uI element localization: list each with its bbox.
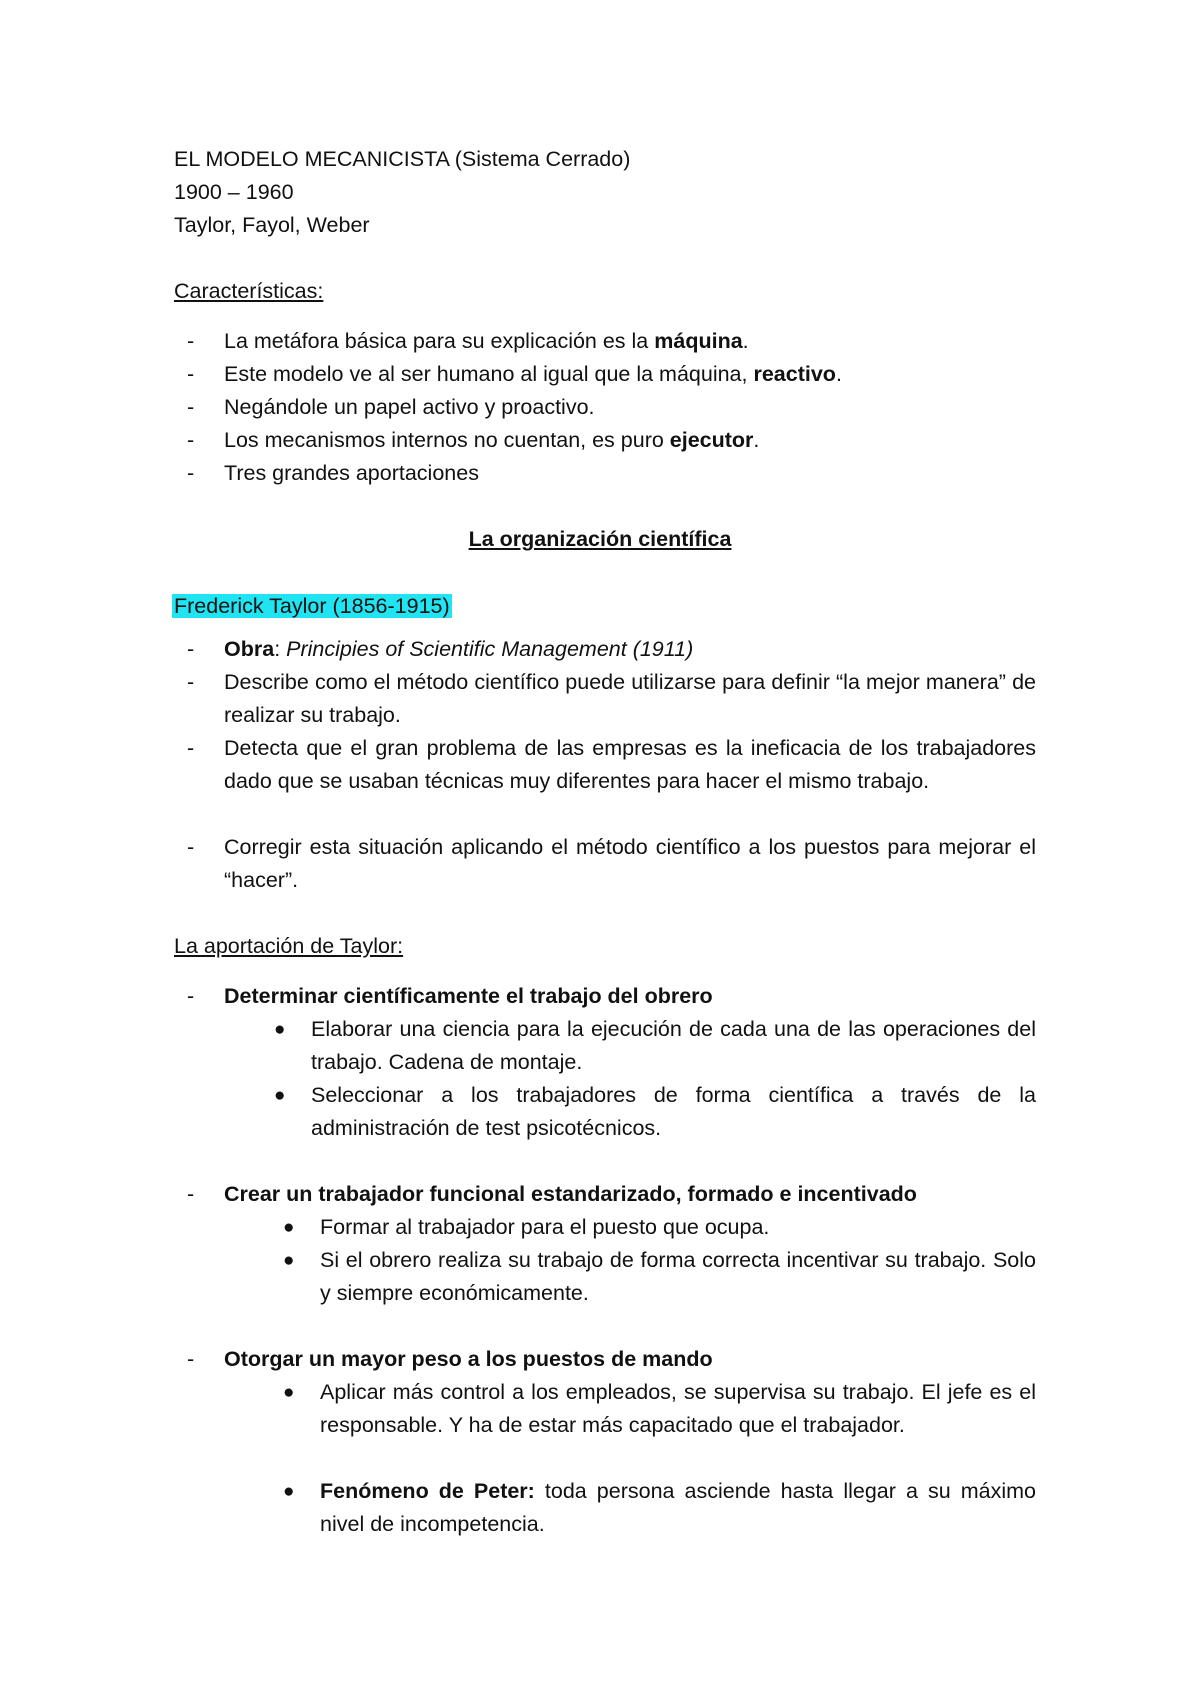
characteristics-heading: Características: bbox=[174, 279, 324, 303]
contribution-title: Otorgar un mayor peso a los puestos de mando bbox=[224, 1347, 713, 1371]
characteristic-item: La metáfora básica para su explicación es la máquina. bbox=[224, 329, 749, 353]
contribution-point: Aplicar más control a los empleados, se supervisa su trabajo. El jefe es el responsable. Y ha de estar más capacitado que el trabajador. bbox=[320, 1380, 1036, 1437]
bullet-icon: ● bbox=[274, 1085, 286, 1106]
contribution-point: Formar al trabajador para el puesto que ocupa. bbox=[320, 1215, 770, 1239]
dash-marker: - bbox=[187, 984, 195, 1008]
taylor-name-highlight: Frederick Taylor (1856-1915) bbox=[174, 594, 450, 618]
bullet-icon: ● bbox=[283, 1250, 295, 1271]
bullet-icon: ● bbox=[283, 1481, 295, 1502]
contribution-point: Elaborar una ciencia para la ejecución de cada una de las operaciones del trabajo. Cadena de montaje. bbox=[311, 1017, 1036, 1074]
characteristic-item: Los mecanismos internos no cuentan, es puro ejecutor. bbox=[224, 428, 760, 452]
dash-marker: - bbox=[187, 461, 195, 485]
contribution-point: Si el obrero realiza su trabajo de forma correcta incentivar su trabajo. Solo y siempre económicamente. bbox=[320, 1248, 1036, 1305]
peter-phenomenon: Fenómeno de Peter: toda persona asciende hasta llegar a su máximo nivel de incompetencia. bbox=[320, 1479, 1036, 1536]
contribution-heading: La aportación de Taylor: bbox=[174, 934, 404, 958]
section-title: La organización científica bbox=[468, 527, 732, 551]
authors: Taylor, Fayol, Weber bbox=[174, 213, 370, 237]
bullet-icon: ● bbox=[283, 1217, 295, 1238]
dash-marker: - bbox=[187, 637, 195, 661]
dash-marker: - bbox=[187, 1182, 195, 1206]
date-range: 1900 – 1960 bbox=[174, 180, 294, 204]
contribution-title: Determinar científicamente el trabajo del obrero bbox=[224, 984, 713, 1008]
characteristic-item: Este modelo ve al ser humano al igual que la máquina, reactivo. bbox=[224, 362, 842, 386]
taylor-item: Corregir esta situación aplicando el método científico a los puestos para mejorar el “hacer”. bbox=[224, 835, 1036, 892]
characteristic-item: Negándole un papel activo y proactivo. bbox=[224, 395, 595, 419]
dash-marker: - bbox=[187, 395, 195, 419]
taylor-item: Detecta que el gran problema de las empresas es la ineficacia de los trabajadores dado que se usaban técnicas muy diferentes para hacer el mismo trabajo. bbox=[224, 736, 1036, 793]
contribution-title: Crear un trabajador funcional estandarizado, formado e incentivado bbox=[224, 1182, 917, 1206]
contribution-point: Seleccionar a los trabajadores de forma científica a través de la administración de test psicotécnicos. bbox=[311, 1083, 1036, 1140]
dash-marker: - bbox=[187, 428, 195, 452]
dash-marker: - bbox=[187, 670, 195, 694]
taylor-item: Describe como el método científico puede utilizarse para definir “la mejor manera” de realizar su trabajo. bbox=[224, 670, 1036, 727]
taylor-work: Obra: Principies of Scientific Management (1911) bbox=[224, 637, 694, 661]
dash-marker: - bbox=[187, 362, 195, 386]
dash-marker: - bbox=[187, 329, 195, 353]
dash-marker: - bbox=[187, 1347, 195, 1371]
document-title: EL MODELO MECANICISTA (Sistema Cerrado) bbox=[174, 147, 631, 171]
dash-marker: - bbox=[187, 736, 195, 760]
characteristic-item: Tres grandes aportaciones bbox=[224, 461, 479, 485]
bullet-icon: ● bbox=[274, 1019, 286, 1040]
bullet-icon: ● bbox=[283, 1382, 295, 1403]
dash-marker: - bbox=[187, 835, 195, 859]
